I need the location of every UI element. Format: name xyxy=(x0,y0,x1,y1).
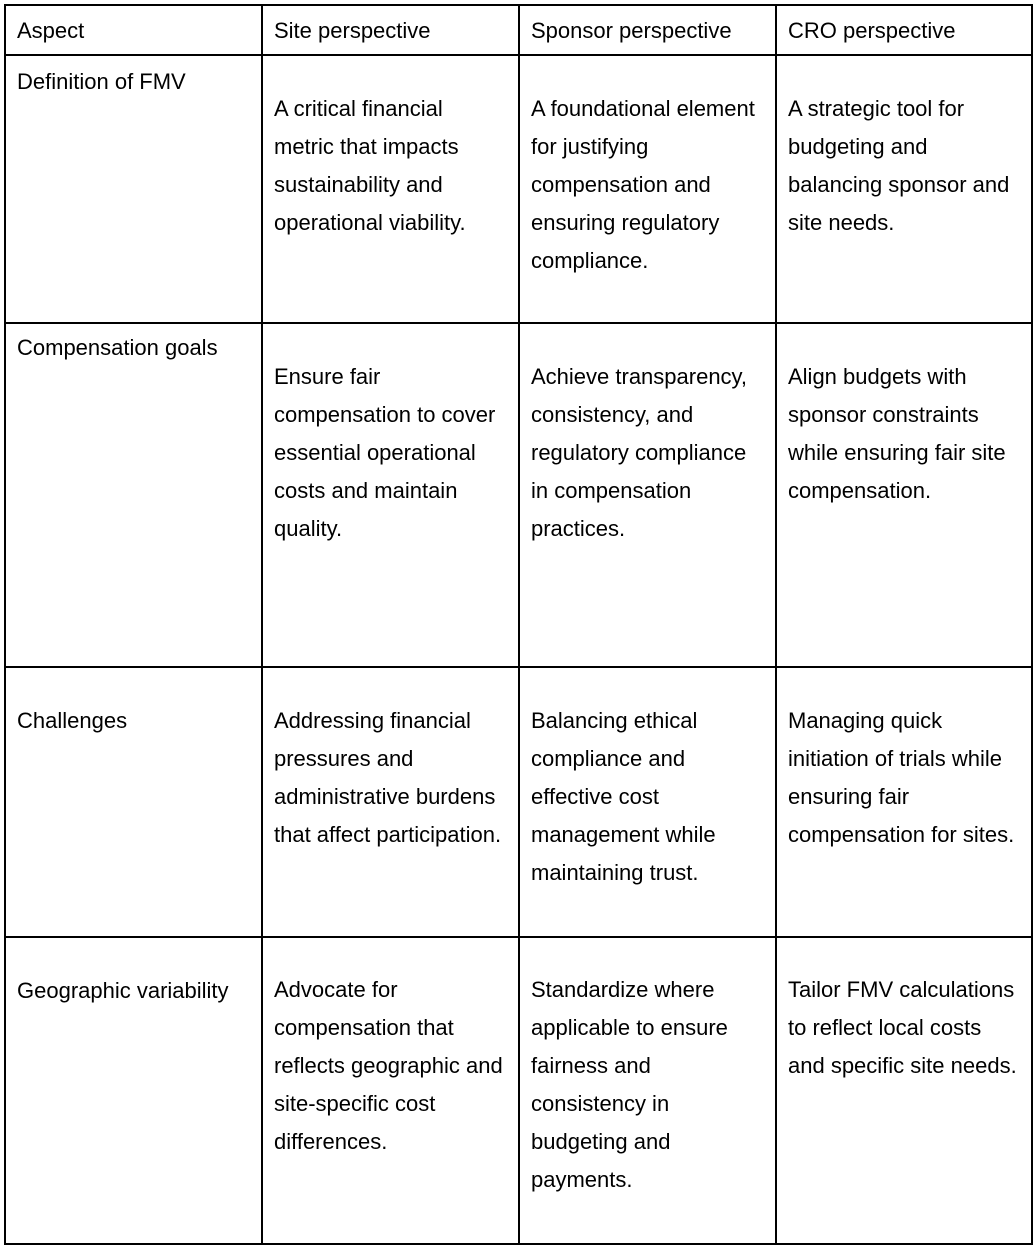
header-sponsor-perspective: Sponsor perspective xyxy=(519,5,776,55)
cro-cell: Tailor FMV calculations to reflect local costs and specific site needs. xyxy=(776,937,1032,1244)
site-cell: A critical financial metric that impacts sustainability and operational viability. xyxy=(262,55,519,323)
sponsor-cell: Balancing ethical compliance and effective cost management while maintaining trust. xyxy=(519,667,776,937)
site-cell: Addressing financial pressures and administrative burdens that affect participation. xyxy=(262,667,519,937)
aspect-cell: Definition of FMV xyxy=(5,55,262,323)
header-cro-perspective: CRO perspective xyxy=(776,5,1032,55)
table-row xyxy=(5,667,1032,937)
aspect-cell: Geographic variability xyxy=(5,937,262,1244)
header-site-perspective: Site perspective xyxy=(262,5,519,55)
header-aspect: Aspect xyxy=(5,5,262,55)
cro-cell: A strategic tool for budgeting and balancing sponsor and site needs. xyxy=(776,55,1032,323)
site-cell: Advocate for compensation that reflects geographic and site-specific cost differences. xyxy=(262,937,519,1244)
aspect-cell: Compensation goals xyxy=(5,323,262,667)
sponsor-cell: A foundational element for justifying compensation and ensuring regulatory compliance. xyxy=(519,55,776,323)
table-row xyxy=(5,937,1032,1244)
table-row xyxy=(5,323,1032,667)
table-row xyxy=(5,55,1032,323)
cro-cell: Align budgets with sponsor constraints while ensuring fair site compensation. xyxy=(776,323,1032,667)
sponsor-cell: Achieve transparency, consistency, and regulatory compliance in compensation practices. xyxy=(519,323,776,667)
cro-cell: Managing quick initiation of trials while ensuring fair compensation for sites. xyxy=(776,667,1032,937)
sponsor-cell: Standardize where applicable to ensure fairness and consistency in budgeting and payments. xyxy=(519,937,776,1244)
aspect-cell: Challenges xyxy=(5,667,262,937)
table-header-row xyxy=(5,5,1032,55)
fmv-perspectives-table xyxy=(4,4,1033,1245)
site-cell: Ensure fair compensation to cover essential operational costs and maintain quality. xyxy=(262,323,519,667)
